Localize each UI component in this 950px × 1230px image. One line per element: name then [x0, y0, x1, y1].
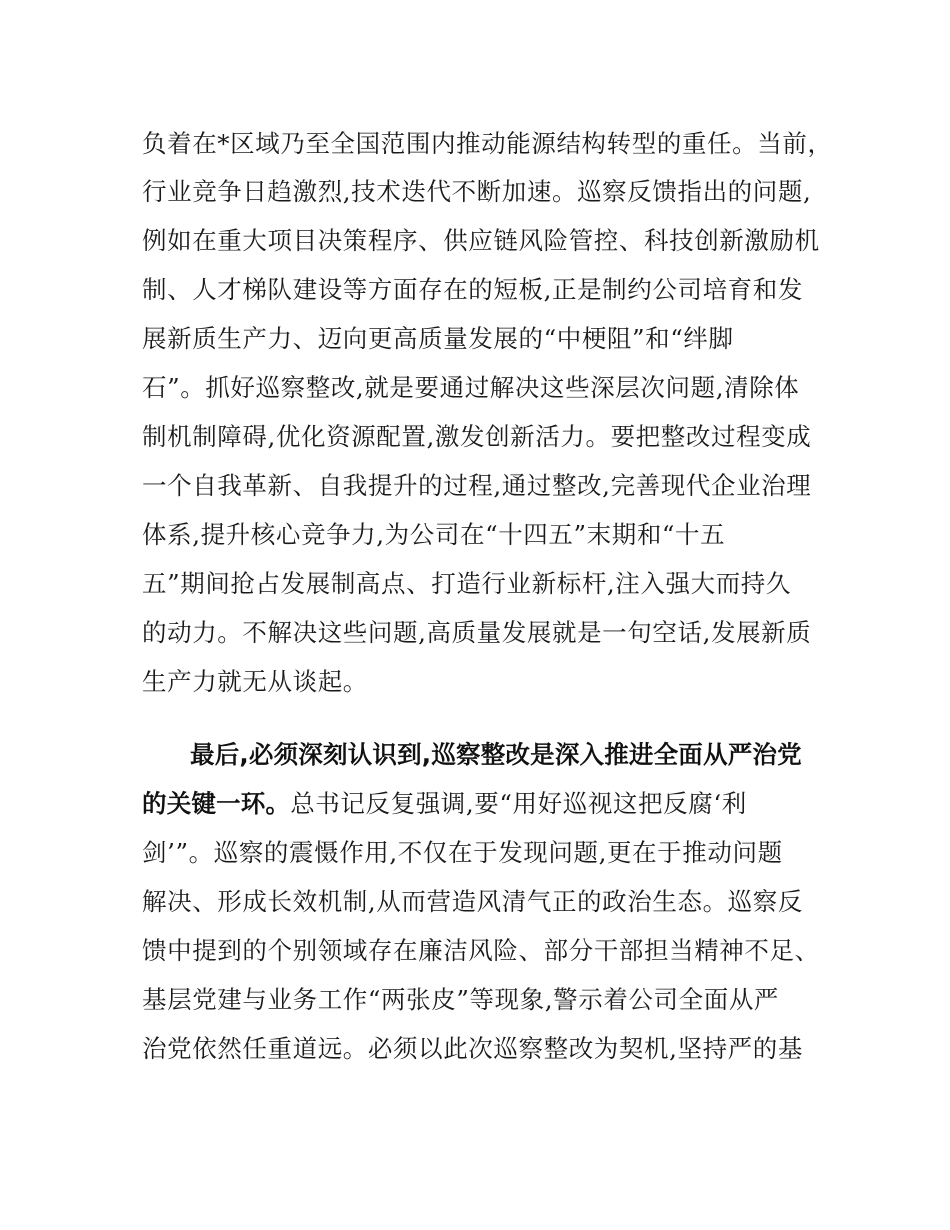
paragraph-2-lead-heading: 最后,必须深刻认识到,巡察整改是深入推进全面从严治党	[190, 740, 802, 769]
paragraph-1-line-2: 行业竞争日趋激烈,技术迭代不断加速。巡察反馈指出的问题,	[142, 177, 812, 206]
paragraph-2-lead-heading-end: 的关键一环。	[142, 789, 291, 818]
paragraph-1-line-9: 体系,提升核心竞争力,为公司在“十四五”末期和“十五	[142, 520, 726, 549]
paragraph-2-line-6: 基层党建与业务工作“两张皮”等现象,警示着公司全面从严	[142, 985, 780, 1014]
paragraph-1-line-10: 五”期间抢占发展制高点、打造行业新标杆,注入强大而持久	[142, 569, 792, 598]
paragraph-1-line-11: 的动力。不解决这些问题,高质量发展就是一句空话,发展新质	[142, 618, 812, 647]
paragraph-1-line-8: 一个自我革新、自我提升的过程,通过整改,完善现代企业治理	[142, 471, 812, 500]
paragraph-2-line-7: 治党依然任重道远。必须以此次巡察整改为契机,坚持严的基	[142, 1034, 803, 1063]
paragraph-1-line-6: 石”。抓好巡察整改,就是要通过解决这些深层次问题,清除体	[142, 373, 800, 402]
paragraph-2-line-2-text: 总书记反复强调,要“用好巡视这把反腐‘利	[290, 789, 747, 818]
paragraph-1-line-3: 例如在重大项目决策程序、供应链风险管控、科技创新激励机	[142, 226, 820, 255]
paragraph-1-line-12: 生产力就无从谈起。	[142, 667, 368, 696]
paragraph-2-line-4: 解决、形成长效机制,从而营造风清气正的政治生态。巡察反	[142, 887, 803, 916]
paragraph-1-line-7: 制机制障碍,优化资源配置,激发创新活力。要把整改过程变成	[142, 422, 812, 451]
paragraph-2-line-5: 馈中提到的个别领域存在廉洁风险、部分干部担当精神不足、	[142, 936, 820, 965]
paragraph-2-line-3: 剑’”。巡察的震慑作用,不仅在于发现问题,更在于推动问题	[142, 838, 783, 867]
paragraph-1-line-1: 负着在*区域乃至全国范围内推动能源结构转型的重任。当前，	[142, 129, 833, 158]
paragraph-1-line-5: 展新质生产力、迈向更高质量发展的“中梗阻”和“绊脚	[142, 324, 734, 353]
paragraph-2-line-2	[142, 784, 822, 824]
paragraph-1-line-4: 制、人才梯队建设等方面存在的短板,正是制约公司培育和发	[142, 275, 803, 304]
